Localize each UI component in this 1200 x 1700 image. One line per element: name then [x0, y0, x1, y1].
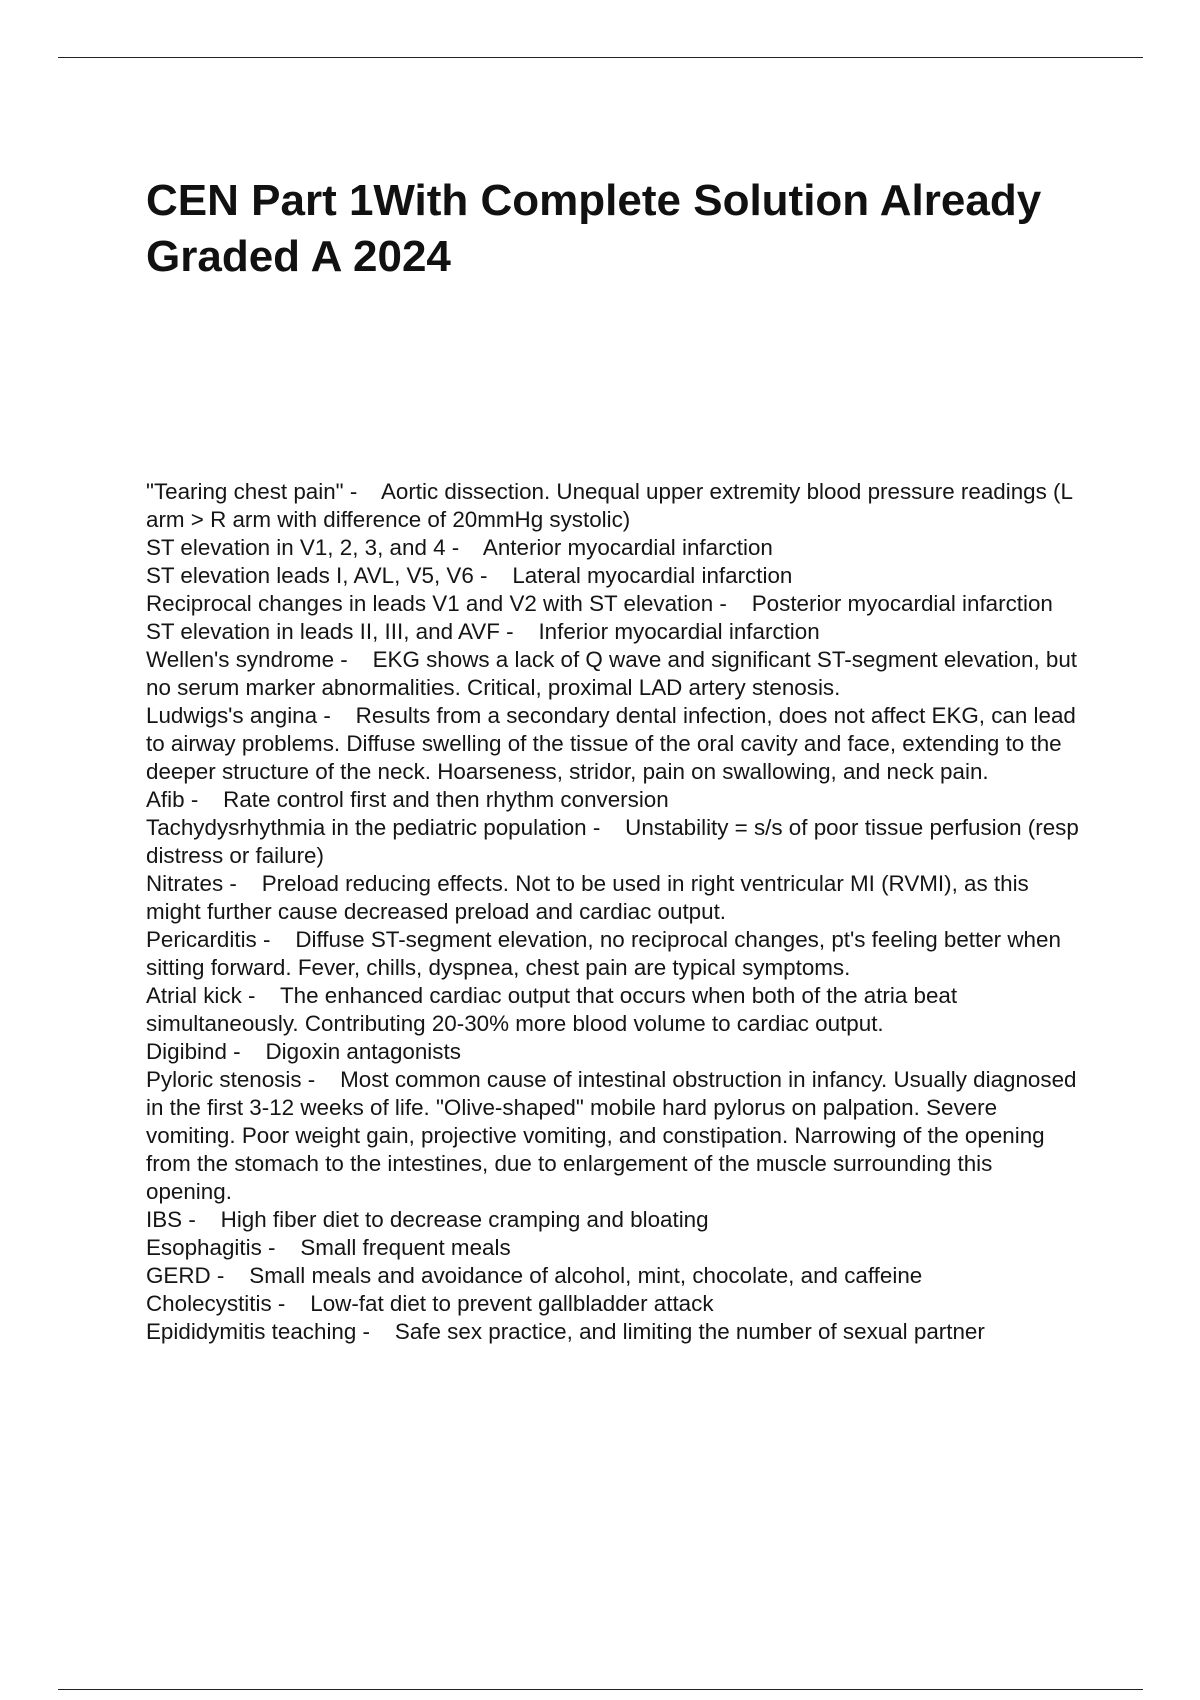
entry-separator: -	[241, 983, 280, 1008]
entry-item	[146, 1262, 1081, 1290]
entry-separator: -	[184, 787, 224, 812]
entry-term: ST elevation in V1, 2, 3, and 4	[146, 535, 446, 560]
entry-separator: -	[713, 591, 752, 616]
entry-item	[146, 1038, 1081, 1066]
entry-separator: -	[499, 619, 539, 644]
document-title: CEN Part 1With Complete Solution Already Graded A 2024	[146, 176, 1042, 281]
bottom-rule	[58, 1689, 1143, 1690]
entry-term: Nitrates	[146, 871, 224, 896]
entry-separator: -	[261, 1235, 301, 1260]
entry-item	[146, 1234, 1081, 1262]
entry-term: Wellen's syndrome	[146, 647, 335, 672]
entry-separator: -	[256, 927, 296, 952]
entry-separator: -	[182, 1207, 221, 1232]
entry-item	[146, 646, 1081, 702]
entry-term: Epididymitis teaching	[146, 1319, 357, 1344]
entry-item	[146, 534, 1081, 562]
entry-item	[146, 1290, 1081, 1318]
entry-term: "Tearing chest pain"	[146, 479, 344, 504]
entry-definition: Inferior myocardial infarction	[538, 619, 820, 644]
entry-item	[146, 786, 1081, 814]
entry-definition: Anterior myocardial infarction	[482, 535, 773, 560]
entry-term: Cholecystitis	[146, 1291, 272, 1316]
entry-separator: -	[356, 1319, 395, 1344]
entry-definition: Unstability = s/s of poor tissue perfusion (resp distress or failure)	[146, 815, 1079, 868]
entry-item	[146, 1318, 1081, 1346]
entry-item	[146, 1206, 1081, 1234]
entry-item	[146, 590, 1081, 618]
entry-separator: -	[586, 815, 626, 840]
entry-definition: Results from a secondary dental infection, does not affect EKG, can lead to airway problems. Diffuse swelling of the tissue of the oral cavity and face, extending to the deeper structure of the neck. Hoarseness, stridor, pain on swallowing, and neck pain.	[146, 703, 1076, 784]
entry-term: Pyloric stenosis	[146, 1067, 302, 1092]
entry-separator: -	[473, 563, 513, 588]
entry-separator: -	[445, 535, 483, 560]
entry-definition: Small meals and avoidance of alcohol, mint, chocolate, and caffeine	[249, 1263, 923, 1288]
entry-item	[146, 926, 1081, 982]
entry-item	[146, 982, 1081, 1038]
entry-definition: Small frequent meals	[300, 1235, 511, 1260]
entry-definition: Most common cause of intestinal obstruction in infancy. Usually diagnosed in the first 3-12 weeks of life. "Olive-shaped" mobile hard pylorus on palpation. Severe vomiting. Poor weight gain, projective vomiting, and constipation. Narrowing of the opening from the stomach to the intestines, due to enlargement of the muscle surrounding this opening.	[146, 1067, 1077, 1204]
entry-term: Pericarditis	[146, 927, 257, 952]
entry-definition: Posterior myocardial infarction	[751, 591, 1053, 616]
entry-term: Esophagitis	[146, 1235, 262, 1260]
entry-definition: Aortic dissection. Unequal upper extremity blood pressure readings (L arm > R arm with difference of 20mmHg systolic)	[146, 479, 1073, 532]
entry-list	[146, 478, 1081, 1346]
entry-item	[146, 702, 1081, 786]
entry-term: ST elevation leads I, AVL, V5, V6	[146, 563, 474, 588]
entry-term: Reciprocal changes in leads V1 and V2 with ST elevation	[146, 591, 714, 616]
entry-item	[146, 478, 1081, 534]
entry-separator: -	[210, 1263, 250, 1288]
entry-item	[146, 870, 1081, 926]
entry-term: ST elevation in leads II, III, and AVF	[146, 619, 500, 644]
entry-definition: Safe sex practice, and limiting the number of sexual partner	[394, 1319, 985, 1344]
entry-separator: -	[343, 479, 381, 504]
top-rule	[58, 57, 1143, 58]
entry-term: Tachydysrhythmia in the pediatric population	[146, 815, 587, 840]
entry-separator: -	[301, 1067, 341, 1092]
entry-definition: Digoxin antagonists	[265, 1039, 461, 1064]
entry-definition: High fiber diet to decrease cramping and bloating	[220, 1207, 709, 1232]
entry-item	[146, 814, 1081, 870]
entry-definition: Lateral myocardial infarction	[512, 563, 793, 588]
entry-item	[146, 1066, 1081, 1206]
entry-separator: -	[223, 871, 262, 896]
entry-separator: -	[226, 1039, 266, 1064]
entry-separator: -	[334, 647, 373, 672]
entry-separator: -	[317, 703, 356, 728]
entry-definition: The enhanced cardiac output that occurs when both of the atria beat simultaneously. Contributing 20-30% more blood volume to cardiac output.	[146, 983, 958, 1036]
entry-definition: Low-fat diet to prevent gallbladder attack	[310, 1291, 714, 1316]
entry-item	[146, 618, 1081, 646]
entry-definition: Rate control first and then rhythm conversion	[223, 787, 669, 812]
entry-term: Atrial kick	[146, 983, 242, 1008]
entry-item	[146, 562, 1081, 590]
entry-term: Digibind	[146, 1039, 227, 1064]
entry-separator: -	[271, 1291, 311, 1316]
entry-term: Ludwigs's angina	[146, 703, 318, 728]
entry-definition: EKG shows a lack of Q wave and significant ST-segment elevation, but no serum marker abnormalities. Critical, proximal LAD artery stenosis.	[146, 647, 1078, 700]
entry-term: Afib	[146, 787, 185, 812]
entry-definition: Preload reducing effects. Not to be used in right ventricular MI (RVMI), as this might further cause decreased preload and cardiac output.	[146, 871, 1029, 924]
entry-term: IBS	[146, 1207, 183, 1232]
entry-term: GERD	[146, 1263, 211, 1288]
entry-definition: Diffuse ST-segment elevation, no reciprocal changes, pt's feeling better when sitting forward. Fever, chills, dyspnea, chest pain are typical symptoms.	[146, 927, 1061, 980]
